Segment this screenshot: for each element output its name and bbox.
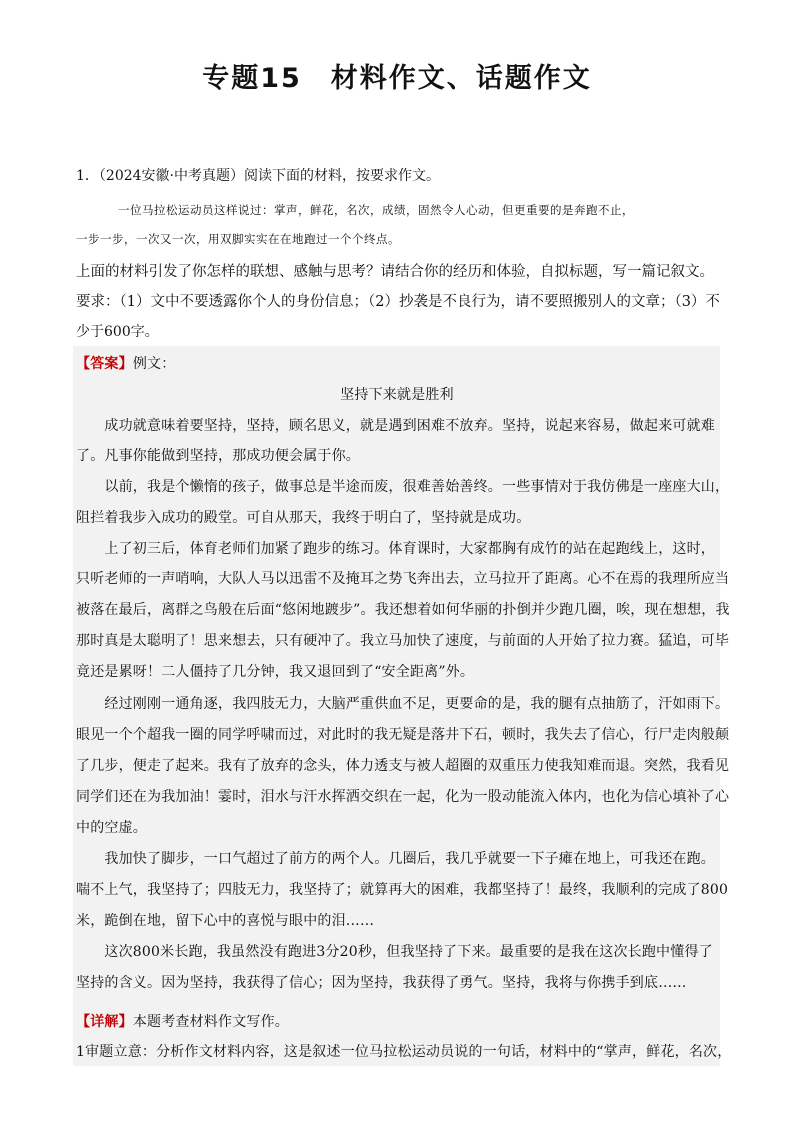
essay-line: 以前，我是个懒惰的孩子，做事总是半途而废，很难善始善终。一些事情对于我仿佛是一座座大山， (76, 479, 730, 495)
analysis-line-1: 1审题立意：分析作文材料内容，这是叙述一位马拉松运动员说的一句话，材料中的“掌声，鲜花，名次， (76, 1044, 732, 1060)
answer-label: 例文： (132, 356, 176, 372)
essay-line: 喘不上气，我坚持了；四肢无力，我坚持了；就算再大的困难，我都坚持了！最终，我顺利的完成了800 (76, 882, 729, 898)
analysis-header (76, 1012, 289, 1032)
essay-line: 阻拦着我步入成功的殿堂。可自从那天，我终于明白了，坚持就是成功。 (76, 510, 531, 526)
essay-line: 被落在最后，离群之鸟般在后面“悠闲地踱步”。我还想着如何华丽的扑倒并少跑几圈，唉，现在想想，我 (76, 602, 730, 618)
page-title: 专题15 材料作文、话题作文 (202, 63, 592, 94)
question-header (76, 166, 440, 186)
material-line-2: 一步一步，一次又一次，用双脚实实在在地跑过一个个终点。 (76, 232, 400, 246)
essay-line: 只听老师的一声哨响，大队人马以迅雷不及掩耳之势飞奔出去，立马拉开了距离。心不在焉的我理所应当 (76, 571, 730, 587)
essay-line: 那时真是太聪明了！思来想去，只有硬冲了。我立马加快了速度，与前面的人开始了拉力赛。猛追，可毕 (76, 633, 730, 649)
essay-line: 我加快了脚步，一口气超过了前方的两个人。几圈后，我几乎就要一下子瘫在地上，可我还在跑。 (76, 851, 715, 867)
essay-line: 竟还是累呀！二人僵持了几分钟，我又退回到了“安全距离”外。 (76, 664, 475, 680)
essay-line: 成功就意味着要坚持，坚持，顾名思义，就是遇到困难不放弃。坚持，说起来容易，做起来可就难 (76, 418, 715, 434)
essay-line: 中的空虚。 (76, 820, 147, 836)
requirements-line-1: 要求：（1）文中不要透露你个人的身份信息；（2）抄袭是不良行为，请不要照搬别人的文章；（3）不 (76, 294, 720, 310)
material-line-1: 一位马拉松运动员这样说过：掌声，鲜花，名次，成绩，固然令人心动，但更重要的是奔跑不止， (118, 203, 634, 217)
essay-line: 上了初三后，体育老师们加紧了跑步的练习。体育课时，大家都胸有成竹的站在起跑线上，这时， (76, 541, 715, 557)
analysis-tag: 【详解】 (76, 1014, 133, 1030)
question-prompt: 上面的材料引发了你怎样的联想、感触与思考？请结合你的经历和体验，自拟标题，写一篇记叙文。 (76, 264, 714, 280)
analysis-text: 本题考查材料作文写作。 (132, 1014, 290, 1030)
question-source: （2024安徽·中考真题） (98, 168, 245, 184)
answer-tag: 【答案】 (76, 356, 133, 372)
essay-title: 坚持下来就是胜利 (340, 387, 454, 403)
essay-line: 经过刚刚一通角逐，我四肢无力，大脑严重供血不足，更要命的是，我的腿有点抽筋了，汗如雨下。 (76, 696, 730, 712)
requirements-line-2: 少于600字。 (76, 324, 159, 340)
answer-header (76, 354, 175, 374)
essay-line: 坚持的含义。因为坚持，我获得了信心；因为坚持，我获得了勇气。坚持，我将与你携手到底…… (76, 975, 687, 991)
essay-line: 这次800米长跑，我虽然没有跑进3分20秒，但我坚持了下来。最重要的是我在这次长跑中懂得了 (76, 944, 713, 960)
essay-line: 眼见一个个超我一圈的同学呼啸而过，对此时的我无疑是落井下石，顿时，我失去了信心，行尸走肉般颠 (76, 727, 730, 743)
essay-line: 同学们还在为我加油！霎时，泪水与汗水挥洒交织在一起，化为一股动能流入体内，也化为信心填补了心 (76, 789, 730, 805)
essay-line: 了。凡事你能做到坚持，那成功便会属于你。 (76, 448, 360, 464)
question-number: 1． (76, 168, 99, 184)
essay-line: 米，跪倒在地，留下心中的喜悦与眼中的泪…… (76, 913, 375, 929)
question-instruction: 阅读下面的材料，按要求作文。 (244, 168, 441, 184)
essay-line: 了几步，便走了起来。我有了放弃的念头，体力透支与被人超圈的双重压力使我知难而退。突然，我看见 (76, 758, 730, 774)
